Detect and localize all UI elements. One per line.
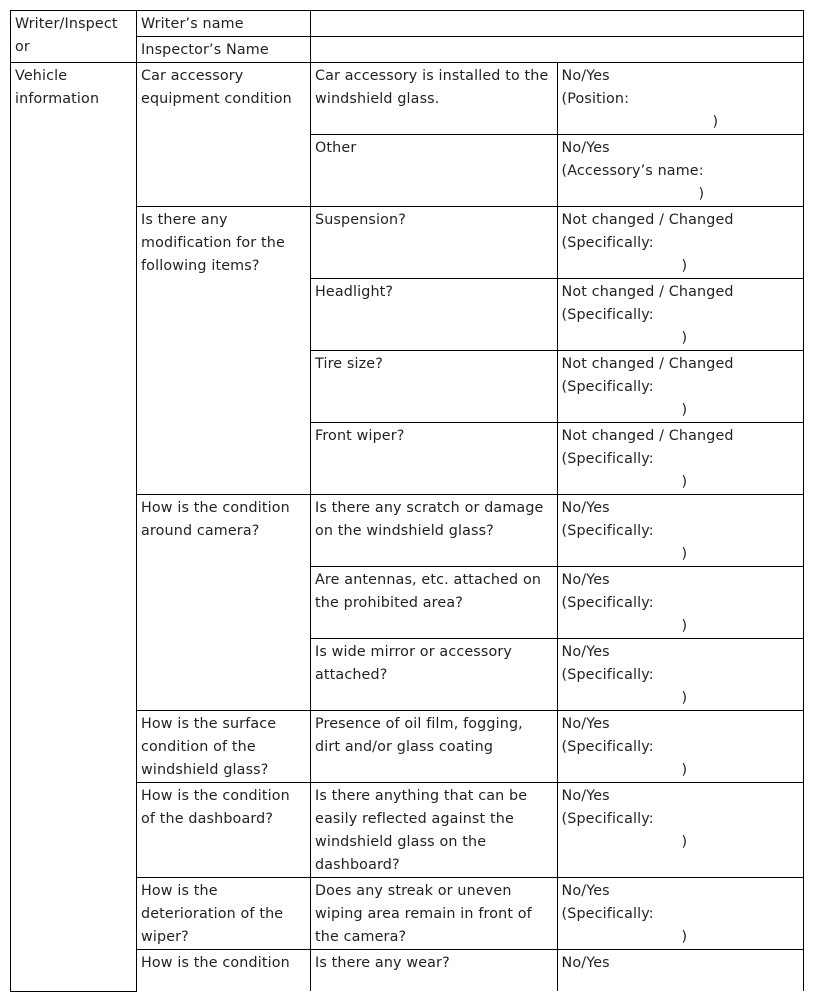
answer-options: No/Yes <box>561 883 610 899</box>
inspection-checklist-table <box>10 10 804 992</box>
answer-options: No/Yes <box>561 716 610 732</box>
answer-close-paren: ) <box>681 402 688 418</box>
answer-cell[interactable] <box>557 711 804 783</box>
answer-options: Not changed / Changed <box>561 356 734 372</box>
answer-close-paren: ) <box>698 186 705 202</box>
answer-detail-label: (Specifically: <box>561 595 654 611</box>
answer-detail-label: (Specifically: <box>561 739 654 755</box>
question-cell: Car accessory is installed to the windshield glass. <box>311 63 558 135</box>
question-cell: Does any streak or uneven wiping area remain in front of the camera? <box>311 878 558 950</box>
answer-cell[interactable] <box>557 950 804 992</box>
answer-close-paren: ) <box>681 618 688 634</box>
answer-options: No/Yes <box>561 140 610 156</box>
answer-cell[interactable] <box>557 639 804 711</box>
question-cell: Presence of oil film, fogging, dirt and/or glass coating <box>311 711 558 783</box>
inspector-name-field[interactable] <box>311 37 804 63</box>
question-cell: Is wide mirror or accessory attached? <box>311 639 558 711</box>
answer-close-paren: ) <box>712 114 719 130</box>
answer-detail-label: (Specifically: <box>561 451 654 467</box>
group-label: How is the surface condition of the windshield glass? <box>137 711 311 783</box>
answer-close-paren: ) <box>681 762 688 778</box>
writer-name-label: Writer’s name <box>137 11 311 37</box>
answer-detail-label: (Specifically: <box>561 307 654 323</box>
answer-close-paren: ) <box>681 330 688 346</box>
question-cell: Other <box>311 135 558 207</box>
question-cell: Is there any scratch or damage on the windshield glass? <box>311 495 558 567</box>
question-cell: Tire size? <box>311 351 558 423</box>
answer-options: No/Yes <box>561 68 610 84</box>
answer-options: No/Yes <box>561 500 610 516</box>
answer-options: Not changed / Changed <box>561 212 734 228</box>
answer-options: No/Yes <box>561 788 610 804</box>
answer-close-paren: ) <box>681 690 688 706</box>
answer-cell[interactable] <box>557 567 804 639</box>
answer-detail-label: (Specifically: <box>561 235 654 251</box>
answer-close-paren: ) <box>681 474 688 490</box>
question-cell: Are antennas, etc. attached on the prohibited area? <box>311 567 558 639</box>
answer-close-paren: ) <box>681 834 688 850</box>
answer-options: No/Yes <box>561 572 610 588</box>
answer-close-paren: ) <box>681 546 688 562</box>
question-cell: Is there any wear? <box>311 950 558 992</box>
answer-detail-label: (Specifically: <box>561 667 654 683</box>
group-label: Car accessory equipment condition <box>137 63 311 207</box>
answer-cell[interactable] <box>557 279 804 351</box>
writer-inspector-label: Writer/Inspect or <box>11 11 137 63</box>
group-label: How is the condition <box>137 950 311 992</box>
inspector-name-label: Inspector’s Name <box>137 37 311 63</box>
group-label: How is the condition around camera? <box>137 495 311 711</box>
answer-close-paren: ) <box>681 929 688 945</box>
group-label: How is the condition of the dashboard? <box>137 783 311 878</box>
answer-options: Not changed / Changed <box>561 284 734 300</box>
vehicle-information-label: Vehicle information <box>11 63 137 992</box>
answer-cell[interactable] <box>557 783 804 878</box>
answer-cell[interactable] <box>557 207 804 279</box>
answer-cell[interactable] <box>557 495 804 567</box>
answer-detail-label: (Specifically: <box>561 523 654 539</box>
question-cell: Suspension? <box>311 207 558 279</box>
answer-cell[interactable] <box>557 878 804 950</box>
answer-detail-label: (Specifically: <box>561 379 654 395</box>
answer-detail-label: (Accessory’s name: <box>561 163 704 179</box>
answer-cell[interactable] <box>557 63 804 135</box>
answer-cell[interactable] <box>557 351 804 423</box>
answer-options: No/Yes <box>561 644 610 660</box>
question-cell: Front wiper? <box>311 423 558 495</box>
answer-options: No/Yes <box>561 955 610 971</box>
answer-close-paren: ) <box>681 258 688 274</box>
question-cell: Headlight? <box>311 279 558 351</box>
group-label: How is the deterioration of the wiper? <box>137 878 311 950</box>
answer-detail-label: (Specifically: <box>561 906 654 922</box>
answer-cell[interactable] <box>557 135 804 207</box>
group-label: Is there any modification for the following items? <box>137 207 311 495</box>
answer-detail-label: (Specifically: <box>561 811 654 827</box>
question-cell: Is there anything that can be easily reflected against the windshield glass on the dashboard? <box>311 783 558 878</box>
writer-name-field[interactable] <box>311 11 804 37</box>
answer-cell[interactable] <box>557 423 804 495</box>
answer-options: Not changed / Changed <box>561 428 734 444</box>
answer-detail-label: (Position: <box>561 91 630 107</box>
